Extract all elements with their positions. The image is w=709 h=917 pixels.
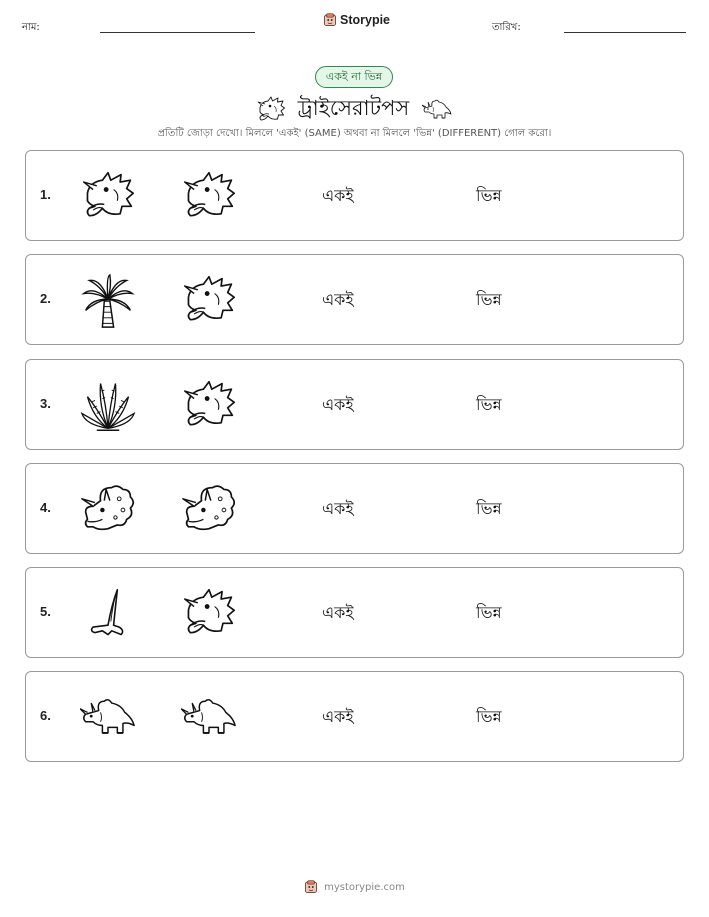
name-line[interactable] (100, 32, 255, 33)
option-same[interactable]: একই (322, 395, 354, 414)
fern-plant-icon (80, 378, 136, 434)
storypie-logo-icon (323, 13, 337, 27)
option-different[interactable]: ভিন্ন (476, 603, 502, 622)
triceratops-head-icon (181, 273, 237, 329)
storypie-logo-icon (304, 880, 318, 894)
option-same[interactable]: একই (322, 499, 354, 518)
triceratops-body-icon (181, 690, 237, 746)
question-row (25, 359, 684, 450)
option-same[interactable]: একই (322, 186, 354, 205)
worksheet-type-badge: একই না ভিন্ন (315, 66, 393, 88)
question-row (25, 671, 684, 762)
date-line[interactable] (564, 32, 686, 33)
triceratops-head-icon (181, 586, 237, 642)
date-label: তারিখ: (492, 22, 521, 33)
triceratops-body-icon (421, 95, 453, 125)
option-same[interactable]: একই (322, 290, 354, 309)
name-label: নাম: (22, 22, 40, 33)
question-row (25, 567, 684, 658)
option-different[interactable]: ভিন্ন (476, 290, 502, 309)
question-row (25, 150, 684, 241)
horn-icon (80, 586, 136, 642)
option-same[interactable]: একই (322, 603, 354, 622)
question-number: 6. (40, 708, 51, 723)
option-different[interactable]: ভিন্ন (476, 186, 502, 205)
option-different[interactable]: ভিন্ন (476, 395, 502, 414)
triceratops-head-icon (181, 169, 237, 225)
footer-site: mystorypie.com (324, 881, 405, 893)
question-row (25, 463, 684, 554)
instructions: প্রতিটি জোড়া দেখো। মিললে 'একই' (SAME) অথবা না মিললে 'ভিন্ন' (DIFFERENT) গোল করো। (157, 128, 552, 139)
footer (0, 880, 709, 894)
question-number: 4. (40, 500, 51, 515)
brand-name: Storypie (340, 13, 391, 27)
question-number: 5. (40, 604, 51, 619)
option-same[interactable]: একই (322, 707, 354, 726)
triceratops-frill-head-icon (80, 482, 136, 538)
question-number: 1. (40, 187, 51, 202)
question-number: 3. (40, 396, 51, 411)
palm-tree-icon (80, 273, 136, 329)
triceratops-head-icon (80, 169, 136, 225)
triceratops-frill-head-icon (181, 482, 237, 538)
triceratops-head-icon (256, 95, 286, 125)
triceratops-body-icon (80, 690, 136, 746)
title-row (0, 92, 709, 127)
option-different[interactable]: ভিন্ন (476, 499, 502, 518)
triceratops-head-icon (181, 378, 237, 434)
brand-logo (323, 13, 390, 27)
question-row (25, 254, 684, 345)
option-different[interactable]: ভিন্ন (476, 707, 502, 726)
question-number: 2. (40, 291, 51, 306)
page-title: ট্রাইসেরাটপস (297, 96, 410, 120)
